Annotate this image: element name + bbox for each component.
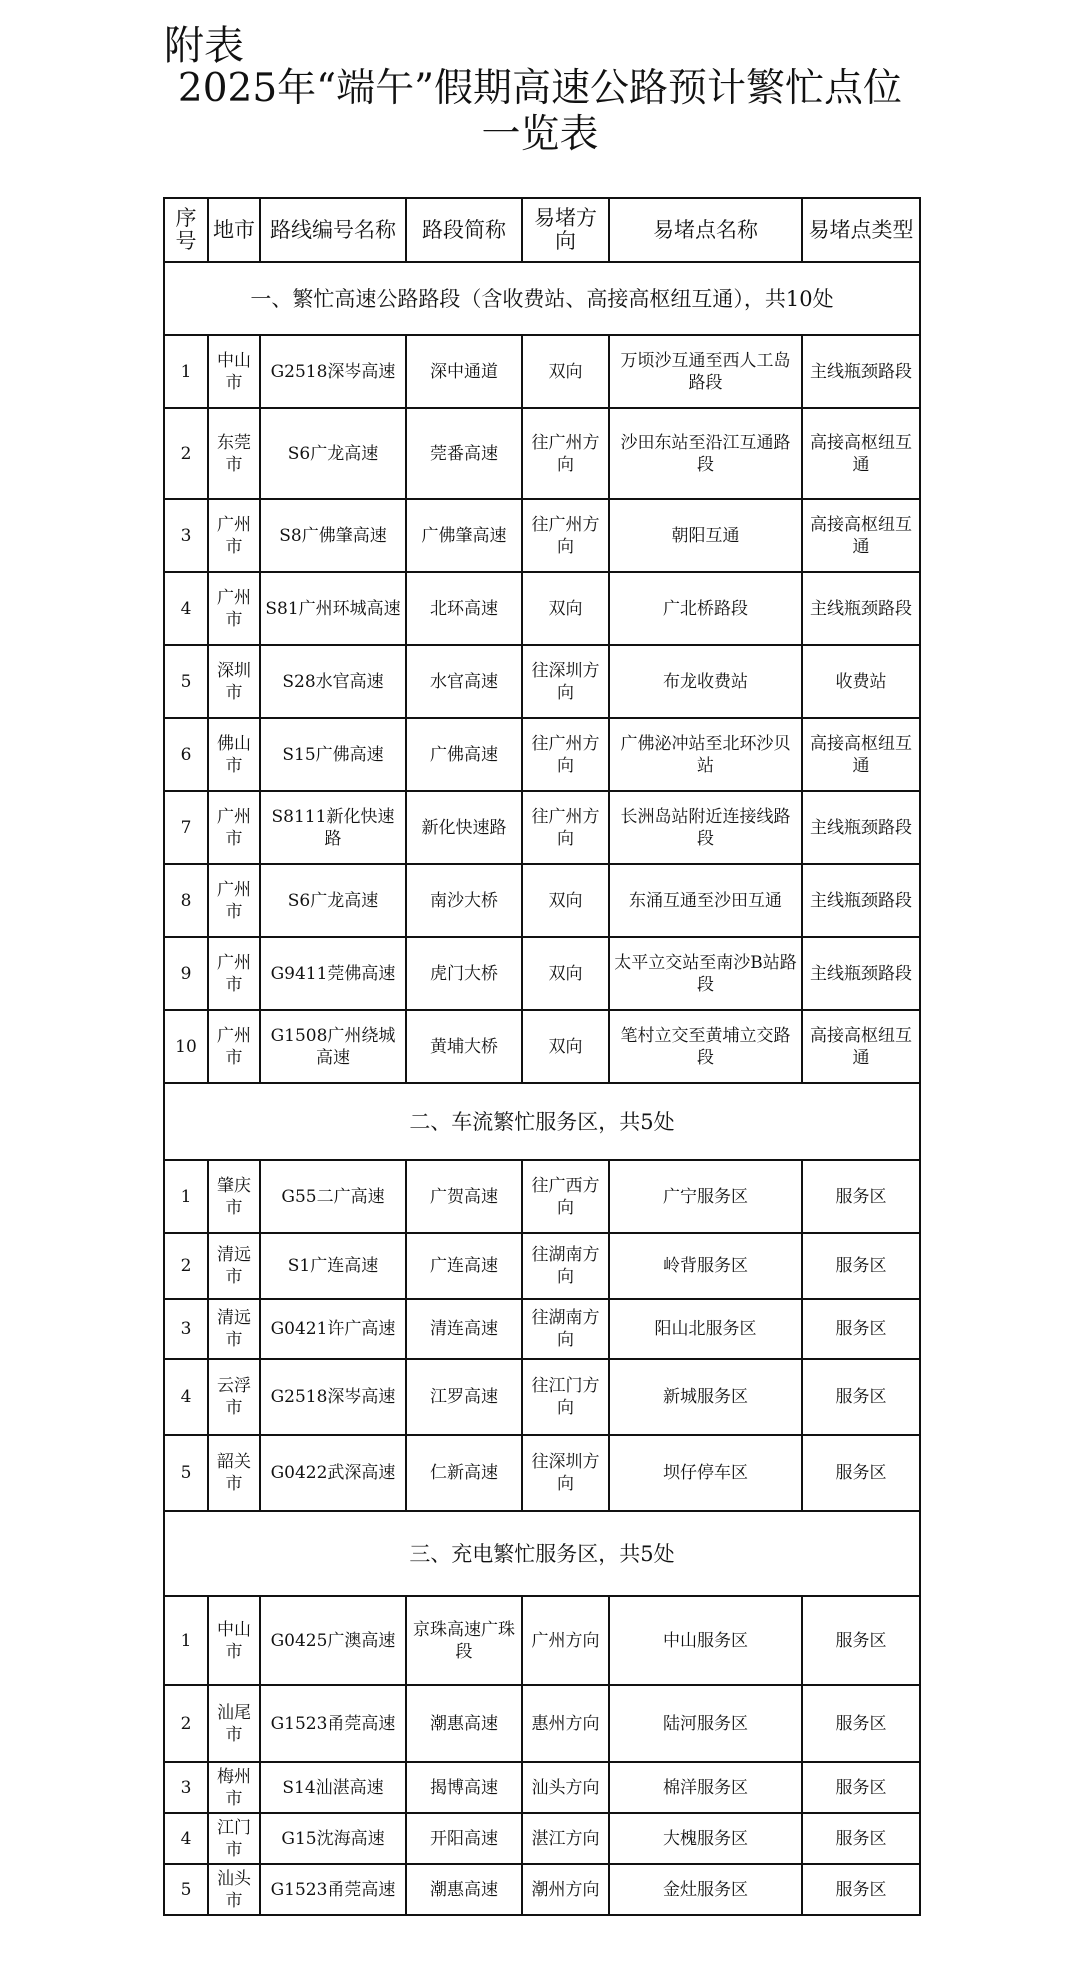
- cell-point-type: 主线瓶颈路段: [802, 572, 920, 645]
- cell-direction: 往广州方向: [522, 791, 609, 864]
- section-row: [164, 1083, 920, 1160]
- cell-point-name: 新城服务区: [609, 1359, 802, 1435]
- header-seq: 序号: [164, 198, 208, 262]
- cell-point-type: 服务区: [802, 1813, 920, 1864]
- cell-seq: 6: [164, 718, 208, 791]
- cell-point-name: 东涌互通至沙田互通: [609, 864, 802, 937]
- cell-point-type: 主线瓶颈路段: [802, 335, 920, 408]
- cell-point-type: 高接高枢纽互通: [802, 499, 920, 572]
- cell-route: G1523甬莞高速: [260, 1864, 406, 1915]
- cell-city: 中山市: [208, 1596, 260, 1685]
- cell-section: 清连高速: [406, 1299, 522, 1359]
- section-title: 三、充电繁忙服务区，共5处: [164, 1511, 920, 1596]
- header-direction: 易堵方向: [522, 198, 609, 262]
- title-line-1: 2025年“端午”假期高速公路预计繁忙点位: [177, 66, 903, 111]
- cell-route: G2518深岑高速: [260, 1359, 406, 1435]
- cell-seq: 9: [164, 937, 208, 1010]
- cell-point-type: 主线瓶颈路段: [802, 937, 920, 1010]
- cell-seq: 1: [164, 1596, 208, 1685]
- cell-city: 江门市: [208, 1813, 260, 1864]
- cell-route: G55二广高速: [260, 1160, 406, 1233]
- section-title: 一、繁忙高速公路路段（含收费站、高接高枢纽互通），共10处: [164, 262, 920, 335]
- appendix-label: 附表: [164, 23, 244, 69]
- cell-point-type: 收费站: [802, 645, 920, 718]
- cell-route: S14汕湛高速: [260, 1762, 406, 1813]
- cell-point-name: 广佛泌冲站至北环沙贝站: [609, 718, 802, 791]
- cell-point-type: 服务区: [802, 1762, 920, 1813]
- table-row: [164, 1596, 920, 1685]
- cell-seq: 4: [164, 1813, 208, 1864]
- cell-route: G0421许广高速: [260, 1299, 406, 1359]
- cell-point-name: 长洲岛站附近连接线路段: [609, 791, 802, 864]
- cell-seq: 4: [164, 572, 208, 645]
- table-body: [164, 262, 920, 1915]
- cell-point-name: 布龙收费站: [609, 645, 802, 718]
- cell-section: 广佛高速: [406, 718, 522, 791]
- cell-point-name: 坝仔停车区: [609, 1435, 802, 1511]
- cell-seq: 5: [164, 645, 208, 718]
- cell-section: 莞番高速: [406, 408, 522, 499]
- cell-direction: 双向: [522, 572, 609, 645]
- cell-route: S1广连高速: [260, 1233, 406, 1299]
- cell-city: 佛山市: [208, 718, 260, 791]
- table-row: [164, 1233, 920, 1299]
- cell-point-type: 高接高枢纽互通: [802, 718, 920, 791]
- cell-point-type: 服务区: [802, 1864, 920, 1915]
- cell-route: G0422武深高速: [260, 1435, 406, 1511]
- cell-route: G9411莞佛高速: [260, 937, 406, 1010]
- cell-route: S28水官高速: [260, 645, 406, 718]
- cell-direction: 往广西方向: [522, 1160, 609, 1233]
- cell-city: 广州市: [208, 864, 260, 937]
- cell-point-type: 高接高枢纽互通: [802, 1010, 920, 1083]
- cell-section: 广佛肇高速: [406, 499, 522, 572]
- cell-direction: 湛江方向: [522, 1813, 609, 1864]
- cell-direction: 往广州方向: [522, 408, 609, 499]
- cell-city: 东莞市: [208, 408, 260, 499]
- cell-section: 黄埔大桥: [406, 1010, 522, 1083]
- header-point-type: 易堵点类型: [802, 198, 920, 262]
- cell-direction: 往湖南方向: [522, 1233, 609, 1299]
- cell-point-type: 主线瓶颈路段: [802, 864, 920, 937]
- cell-seq: 1: [164, 1160, 208, 1233]
- table-row: [164, 718, 920, 791]
- header-point-name: 易堵点名称: [609, 198, 802, 262]
- cell-seq: 2: [164, 408, 208, 499]
- cell-route: S6广龙高速: [260, 408, 406, 499]
- cell-section: 江罗高速: [406, 1359, 522, 1435]
- cell-direction: 双向: [522, 335, 609, 408]
- cell-section: 广贺高速: [406, 1160, 522, 1233]
- cell-city: 汕尾市: [208, 1685, 260, 1762]
- cell-route: S6广龙高速: [260, 864, 406, 937]
- cell-route: S15广佛高速: [260, 718, 406, 791]
- section-row: [164, 262, 920, 335]
- cell-direction: 广州方向: [522, 1596, 609, 1685]
- cell-section: 北环高速: [406, 572, 522, 645]
- cell-seq: 3: [164, 499, 208, 572]
- cell-section: 潮惠高速: [406, 1864, 522, 1915]
- header-city: 地市: [208, 198, 260, 262]
- cell-point-name: 万顷沙互通至西人工岛路段: [609, 335, 802, 408]
- cell-city: 云浮市: [208, 1359, 260, 1435]
- cell-seq: 2: [164, 1233, 208, 1299]
- table-row: [164, 335, 920, 408]
- cell-direction: 汕头方向: [522, 1762, 609, 1813]
- cell-direction: 潮州方向: [522, 1864, 609, 1915]
- table-row: [164, 1762, 920, 1813]
- cell-section: 仁新高速: [406, 1435, 522, 1511]
- table-row: [164, 864, 920, 937]
- cell-city: 清远市: [208, 1299, 260, 1359]
- table-row: [164, 1813, 920, 1864]
- cell-point-name: 陆河服务区: [609, 1685, 802, 1762]
- cell-route: G0425广澳高速: [260, 1596, 406, 1685]
- cell-direction: 往深圳方向: [522, 1435, 609, 1511]
- cell-seq: 4: [164, 1359, 208, 1435]
- cell-point-type: 服务区: [802, 1359, 920, 1435]
- cell-point-type: 服务区: [802, 1299, 920, 1359]
- cell-point-name: 中山服务区: [609, 1596, 802, 1685]
- document-title: [0, 66, 1080, 158]
- cell-point-name: 棉洋服务区: [609, 1762, 802, 1813]
- cell-direction: 往广州方向: [522, 499, 609, 572]
- cell-city: 深圳市: [208, 645, 260, 718]
- cell-city: 韶关市: [208, 1435, 260, 1511]
- cell-seq: 7: [164, 791, 208, 864]
- table-row: [164, 791, 920, 864]
- cell-point-type: 服务区: [802, 1596, 920, 1685]
- cell-direction: 双向: [522, 1010, 609, 1083]
- header-section: 路段简称: [406, 198, 522, 262]
- cell-section: 水官高速: [406, 645, 522, 718]
- cell-point-type: 服务区: [802, 1685, 920, 1762]
- cell-city: 清远市: [208, 1233, 260, 1299]
- cell-point-name: 广宁服务区: [609, 1160, 802, 1233]
- cell-point-name: 沙田东站至沿江互通路段: [609, 408, 802, 499]
- cell-city: 肇庆市: [208, 1160, 260, 1233]
- section-row: [164, 1511, 920, 1596]
- cell-city: 广州市: [208, 791, 260, 864]
- cell-route: S8111新化快速路: [260, 791, 406, 864]
- cell-point-type: 高接高枢纽互通: [802, 408, 920, 499]
- table-row: [164, 645, 920, 718]
- cell-direction: 惠州方向: [522, 1685, 609, 1762]
- cell-point-name: 朝阳互通: [609, 499, 802, 572]
- cell-point-type: 服务区: [802, 1160, 920, 1233]
- cell-point-name: 金灶服务区: [609, 1864, 802, 1915]
- cell-section: 虎门大桥: [406, 937, 522, 1010]
- table-row: [164, 408, 920, 499]
- table-row: [164, 1010, 920, 1083]
- table-row: [164, 1359, 920, 1435]
- cell-city: 广州市: [208, 499, 260, 572]
- cell-direction: 双向: [522, 864, 609, 937]
- table-header-row: [164, 198, 920, 262]
- cell-point-type: 主线瓶颈路段: [802, 791, 920, 864]
- cell-route: S81广州环城高速: [260, 572, 406, 645]
- table-row: [164, 937, 920, 1010]
- table-row: [164, 499, 920, 572]
- cell-section: 南沙大桥: [406, 864, 522, 937]
- title-line-2: 一览表: [481, 112, 599, 157]
- cell-point-name: 笔村立交至黄埔立交路段: [609, 1010, 802, 1083]
- cell-point-name: 大槐服务区: [609, 1813, 802, 1864]
- cell-seq: 3: [164, 1762, 208, 1813]
- cell-city: 广州市: [208, 1010, 260, 1083]
- table-row: [164, 1299, 920, 1359]
- cell-point-name: 太平立交站至南沙B站路段: [609, 937, 802, 1010]
- cell-route: S8广佛肇高速: [260, 499, 406, 572]
- cell-seq: 2: [164, 1685, 208, 1762]
- cell-section: 深中通道: [406, 335, 522, 408]
- cell-section: 揭博高速: [406, 1762, 522, 1813]
- cell-seq: 5: [164, 1435, 208, 1511]
- cell-city: 广州市: [208, 572, 260, 645]
- cell-seq: 3: [164, 1299, 208, 1359]
- cell-seq: 10: [164, 1010, 208, 1083]
- cell-direction: 往深圳方向: [522, 645, 609, 718]
- cell-direction: 往江门方向: [522, 1359, 609, 1435]
- cell-city: 广州市: [208, 937, 260, 1010]
- cell-city: 梅州市: [208, 1762, 260, 1813]
- cell-city: 中山市: [208, 335, 260, 408]
- cell-city: 汕头市: [208, 1864, 260, 1915]
- table-row: [164, 1435, 920, 1511]
- cell-route: G1508广州绕城高速: [260, 1010, 406, 1083]
- header-route: 路线编号名称: [260, 198, 406, 262]
- cell-section: 京珠高速广珠段: [406, 1596, 522, 1685]
- table-row: [164, 1160, 920, 1233]
- section-title: 二、车流繁忙服务区，共5处: [164, 1083, 920, 1160]
- cell-section: 新化快速路: [406, 791, 522, 864]
- cell-section: 潮惠高速: [406, 1685, 522, 1762]
- congestion-table: [163, 197, 921, 1916]
- cell-point-name: 阳山北服务区: [609, 1299, 802, 1359]
- cell-section: 开阳高速: [406, 1813, 522, 1864]
- table-row: [164, 572, 920, 645]
- cell-point-type: 服务区: [802, 1435, 920, 1511]
- table-row: [164, 1864, 920, 1915]
- cell-route: G1523甬莞高速: [260, 1685, 406, 1762]
- cell-point-name: 岭背服务区: [609, 1233, 802, 1299]
- table-row: [164, 1685, 920, 1762]
- cell-direction: 往广州方向: [522, 718, 609, 791]
- cell-direction: 往湖南方向: [522, 1299, 609, 1359]
- cell-seq: 5: [164, 1864, 208, 1915]
- cell-route: G15沈海高速: [260, 1813, 406, 1864]
- cell-route: G2518深岑高速: [260, 335, 406, 408]
- cell-direction: 双向: [522, 937, 609, 1010]
- cell-seq: 1: [164, 335, 208, 408]
- cell-section: 广连高速: [406, 1233, 522, 1299]
- cell-point-type: 服务区: [802, 1233, 920, 1299]
- cell-seq: 8: [164, 864, 208, 937]
- cell-point-name: 广北桥路段: [609, 572, 802, 645]
